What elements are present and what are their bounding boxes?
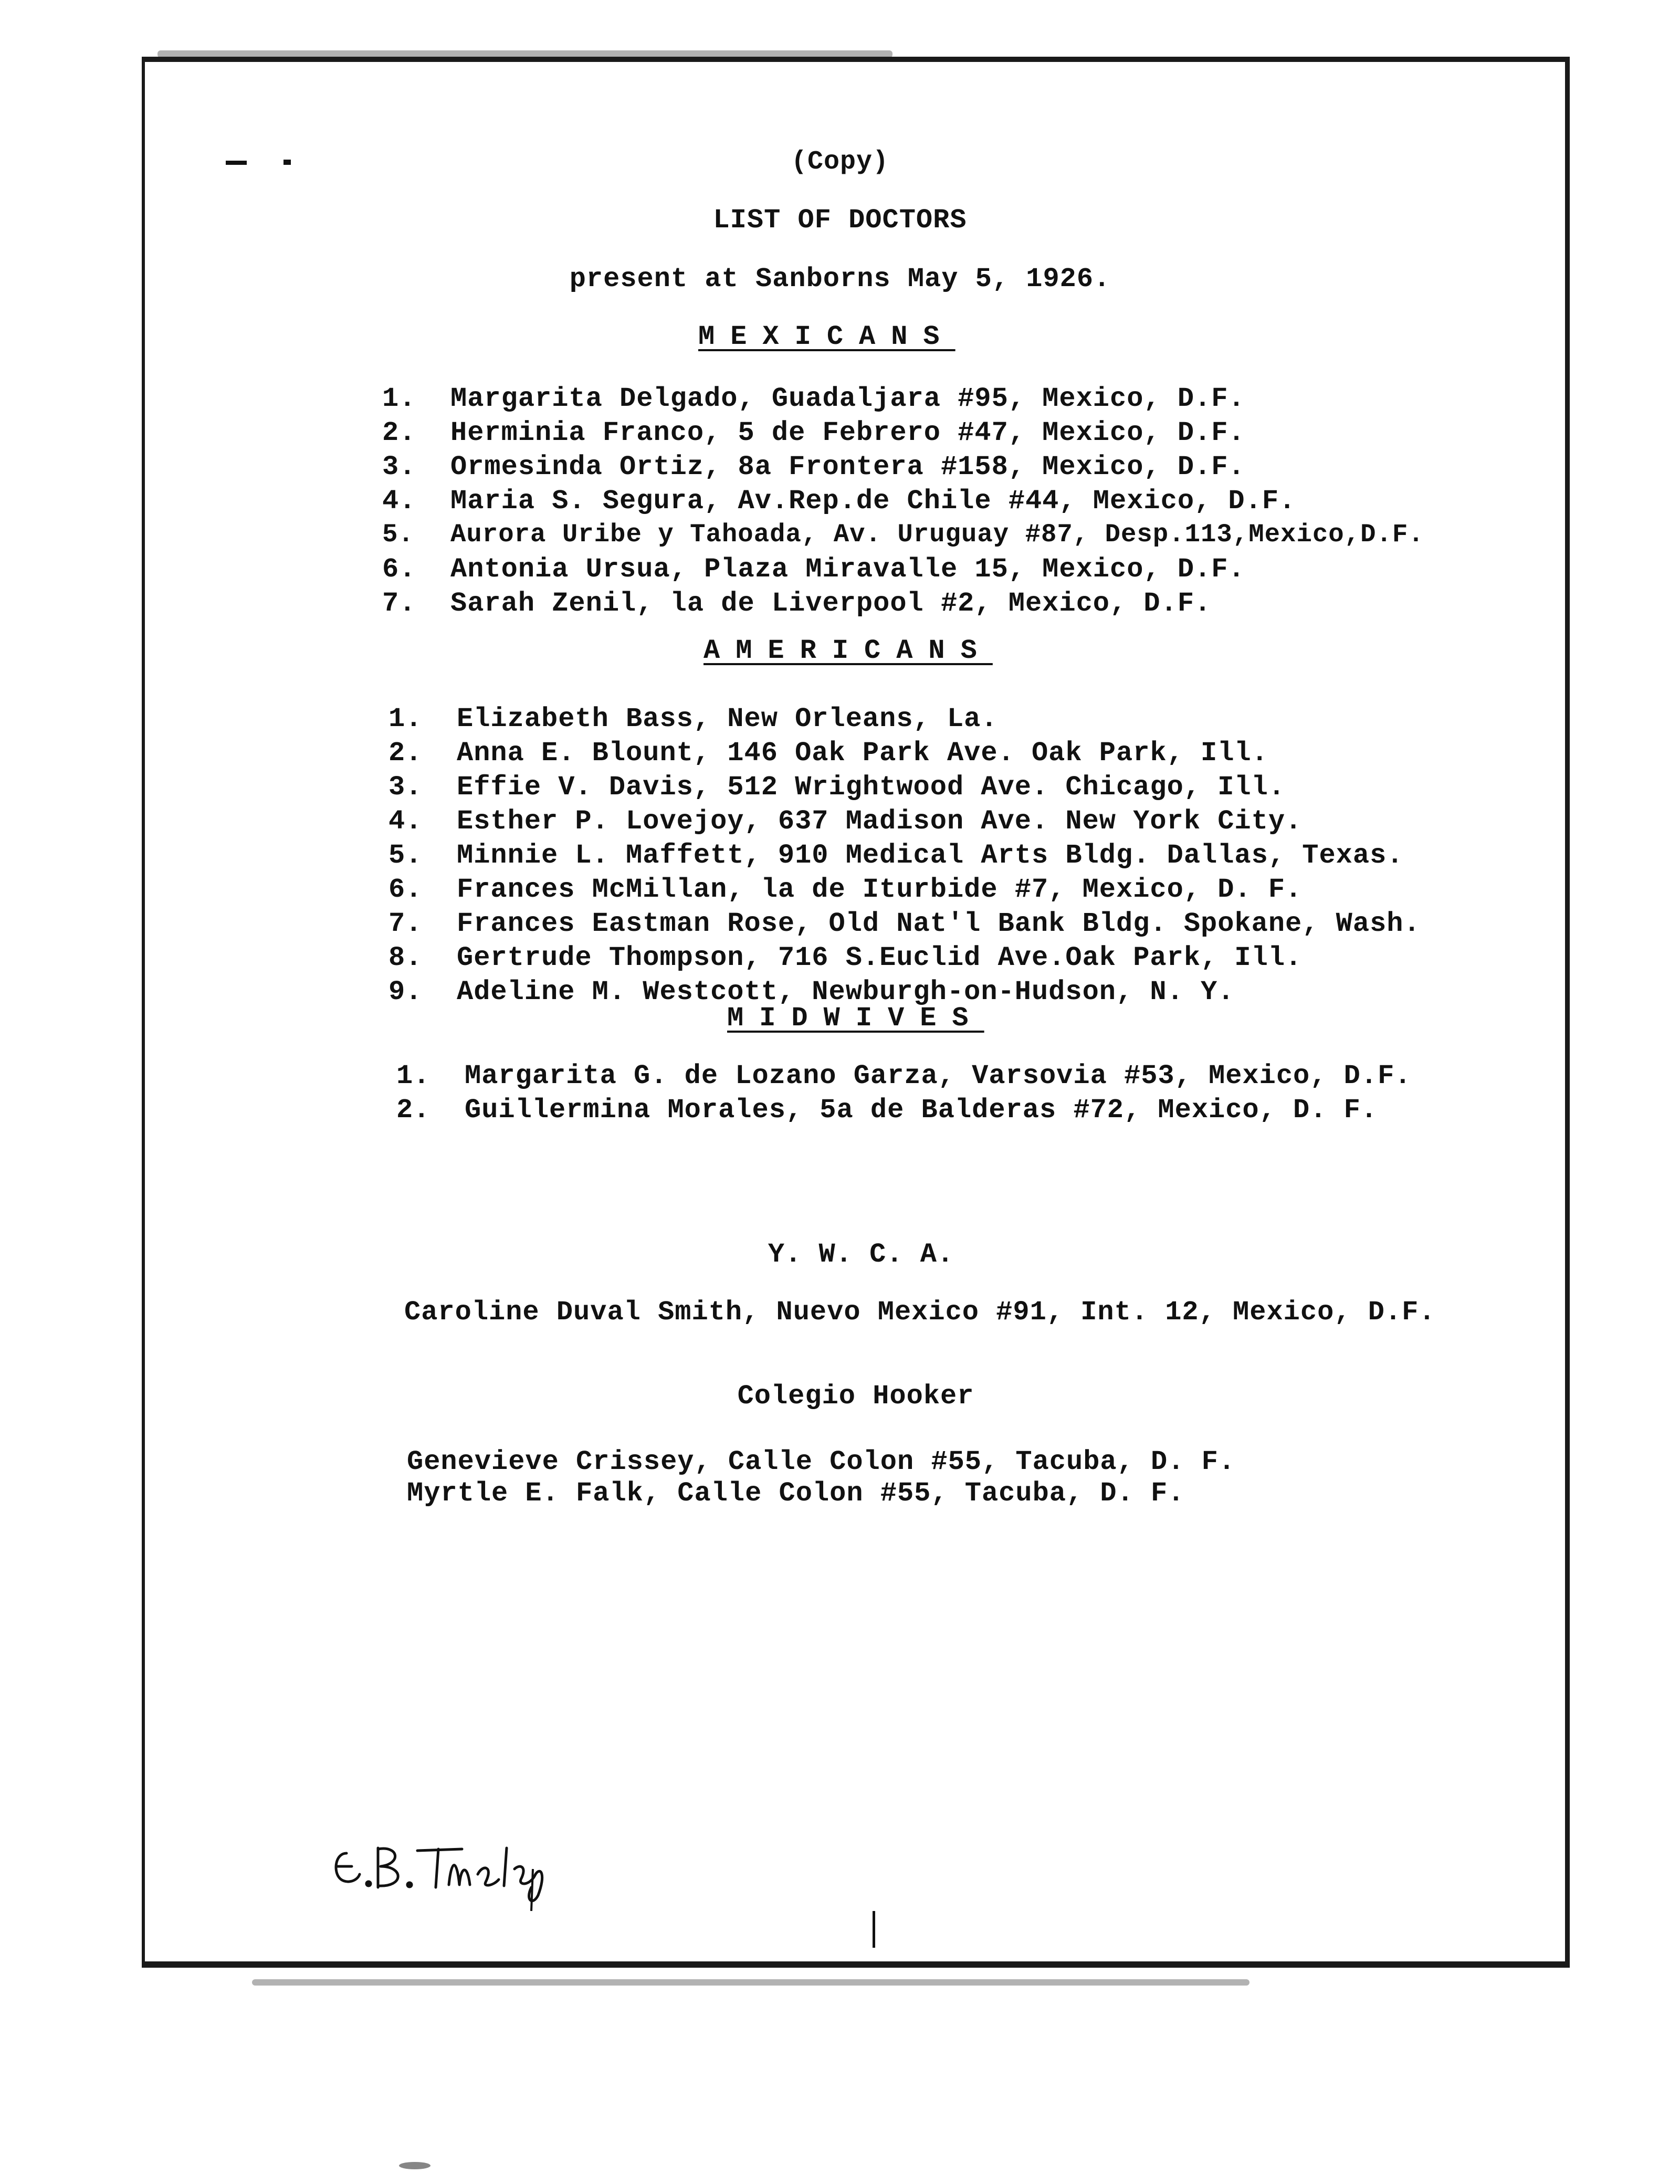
list-item: Myrtle E. Falk, Calle Colon #55, Tacuba, D. F. [407,1478,1185,1509]
section-heading-americans: AMERICANS [704,635,993,666]
item-text: Sarah Zenil, la de Liverpool #2, Mexico, D.F. [450,588,1212,619]
list-item [396,1060,1411,1091]
section-heading-colegio-hooker: Colegio Hooker [737,1381,974,1412]
item-number: 1. [388,704,423,734]
list-item [388,704,998,734]
item-number: 1. [396,1060,430,1091]
item-number: 4. [388,806,423,837]
list-item [382,452,1245,482]
item-number: 7. [382,588,416,619]
margin-mark [873,1911,875,1948]
item-number: 5. [382,520,414,549]
item-number: 2. [396,1095,430,1126]
list-item: Caroline Duval Smith, Nuevo Mexico #91, Int. 12, Mexico, D.F. [404,1297,1436,1328]
item-text: Margarita Delgado, Guadaljara #95, Mexico, D.F. [450,383,1245,414]
item-text: Guillermina Morales, 5a de Balderas #72, Mexico, D. F. [465,1095,1378,1126]
item-text: Gertrude Thompson, 716 S.Euclid Ave.Oak Park, Ill. [457,942,1303,973]
section-heading-ywca: Y. W. C. A. [768,1239,954,1270]
item-text: Minnie L. Maffett, 910 Medical Arts Bldg. Dallas, Texas. [457,840,1404,871]
item-number: 9. [388,976,423,1007]
item-number: 8. [388,942,423,973]
list-item [388,840,1403,871]
list-item [382,520,1424,549]
item-text: Ormesinda Ortiz, 8a Frontera #158, Mexico, D.F. [450,452,1245,482]
list-item [382,486,1296,517]
document-title: LIST OF DOCTORS [713,205,967,236]
item-text: Maria S. Segura, Av.Rep.de Chile #44, Mexico, D.F. [450,486,1296,517]
item-text: Anna E. Blount, 146 Oak Park Ave. Oak Park, Ill. [457,738,1268,769]
scan-smudge [399,2162,430,2169]
list-item [396,1095,1378,1126]
list-item [388,772,1285,803]
item-number: 6. [388,874,423,905]
list-item [388,908,1421,939]
item-number: 4. [382,486,416,517]
list-item [382,383,1245,414]
item-number: 3. [388,772,423,803]
item-text: Esther P. Lovejoy, 637 Madison Ave. New York City. [457,806,1303,837]
item-text: Frances McMillan, la de Iturbide #7, Mexico, D. F. [457,874,1303,905]
item-number: 6. [382,554,416,585]
item-text: Effie V. Davis, 512 Wrightwood Ave. Chicago, Ill. [457,772,1286,803]
item-number: 2. [382,417,416,448]
list-item: Genevieve Crissey, Calle Colon #55, Tacuba, D. F. [407,1446,1236,1477]
item-text: Frances Eastman Rose, Old Nat'l Bank Bldg. Spokane, Wash. [457,908,1421,939]
document-subtitle: present at Sanborns May 5, 1926. [569,264,1111,295]
item-number: 1. [382,383,416,414]
item-text: Herminia Franco, 5 de Febrero #47, Mexico, D.F. [450,417,1245,448]
item-text: Antonia Ursua, Plaza Miravalle 15, Mexico, D.F. [450,554,1245,585]
item-text: Margarita G. de Lozano Garza, Varsovia #53, Mexico, D.F. [465,1060,1412,1091]
section-heading-midwives: MIDWIVES [727,1003,984,1034]
item-number: 7. [388,908,423,939]
item-number: 2. [388,738,423,769]
item-text: Elizabeth Bass, New Orleans, La. [457,704,998,734]
list-item [382,554,1245,585]
item-number: 5. [388,840,423,871]
section-heading-mexicans: MEXICANS [698,321,956,352]
list-item [388,874,1302,905]
item-text: Aurora Uribe y Tahoada, Av. Uruguay #87, Desp.113,Mexico,D.F. [450,520,1424,549]
scan-smudge [158,50,892,58]
handwritten-signature [326,1838,598,1911]
item-text: Adeline M. Westcott, Newburgh-on-Hudson, N. Y. [457,976,1235,1007]
list-item [388,942,1302,973]
copy-label: (Copy) [791,147,889,177]
scan-smudge [252,1979,1250,1986]
list-item [388,738,1268,769]
item-number: 3. [382,452,416,482]
list-item [382,588,1211,619]
list-item [382,417,1245,448]
list-item [388,806,1302,837]
